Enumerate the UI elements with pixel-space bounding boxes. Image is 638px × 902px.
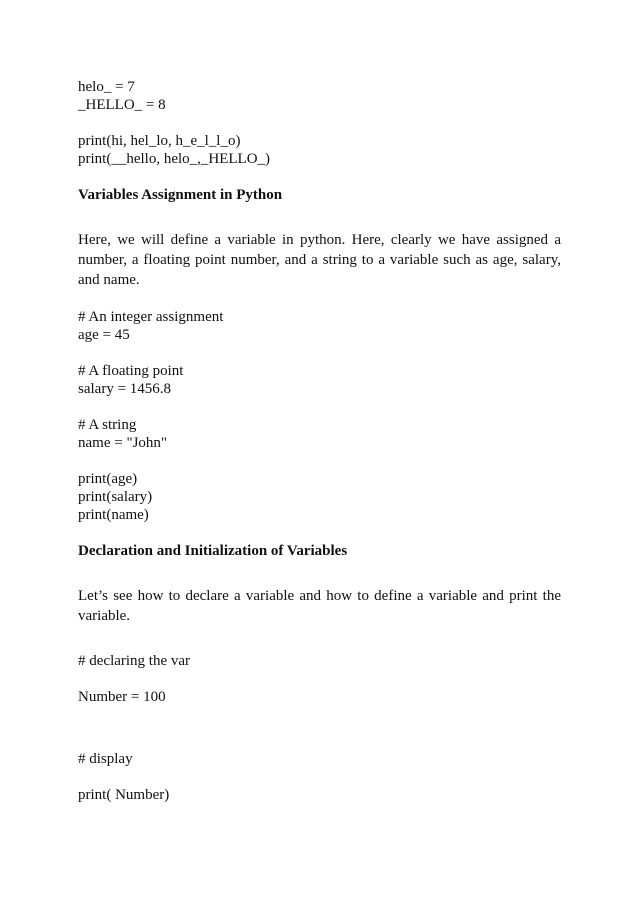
code-block-print-identifiers (78, 132, 561, 168)
code-block-float (78, 362, 561, 398)
code-block-identifiers (78, 78, 561, 114)
section-heading-declaration: Declaration and Initialization of Variables (78, 543, 348, 559)
code-line: name = "John" (78, 435, 168, 451)
code-line: # An integer assignment (78, 309, 224, 325)
code-line: helo_ = 7 (78, 79, 135, 95)
code-comment-declaring: # declaring the var (78, 653, 191, 669)
code-block-string (78, 416, 561, 452)
code-line: # A floating point (78, 363, 184, 379)
code-line: print(salary) (78, 489, 153, 505)
code-line: age = 45 (78, 327, 130, 343)
code-line: salary = 1456.8 (78, 381, 172, 397)
code-block-print-values (78, 470, 561, 524)
code-line-number-assignment: Number = 100 (78, 689, 166, 705)
section-paragraph-declaration: Let’s see how to declare a variable and how to define a variable and print the variable. (78, 588, 561, 624)
code-line: print(age) (78, 471, 138, 487)
code-comment-display: # display (78, 751, 133, 767)
code-block-integer (78, 308, 561, 344)
code-line: # A string (78, 417, 137, 433)
section-paragraph-variables-assignment: Here, we will define a variable in python. Here, clearly we have assigned a number, a floating point number, and a string to a variable such as age, salary, and name. (78, 232, 561, 288)
section-heading-variables-assignment: Variables Assignment in Python (78, 187, 283, 203)
code-line: print(__hello, helo_,_HELLO_) (78, 151, 271, 167)
code-line: print(hi, hel_lo, h_e_l_l_o) (78, 133, 241, 149)
document-page (78, 78, 561, 804)
code-line: _HELLO_ = 8 (78, 97, 166, 113)
code-line-print-number: print( Number) (78, 787, 170, 803)
code-line: print(name) (78, 507, 149, 523)
